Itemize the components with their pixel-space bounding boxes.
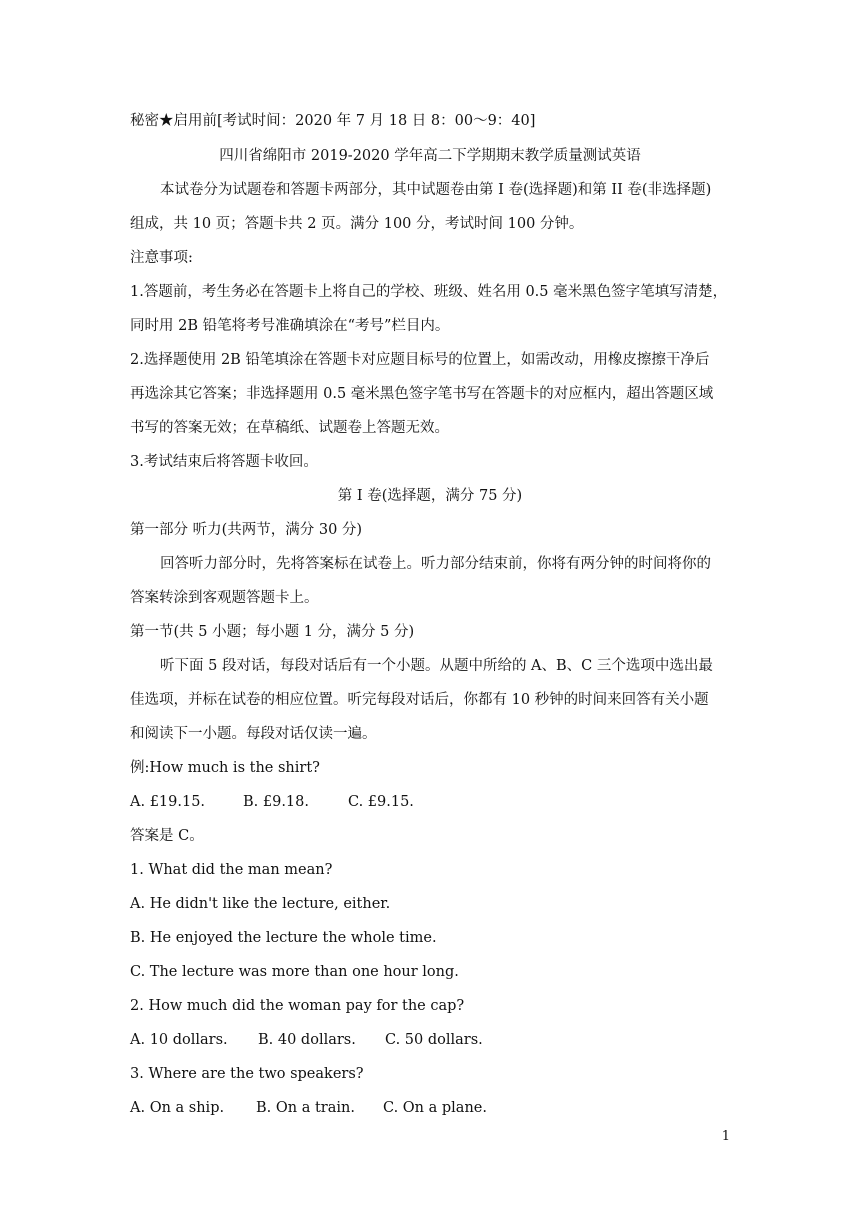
page-number: 1 [721,1129,730,1144]
note-1-line-1: 1.答题前，考生务必在答题卡上将自己的学校、班级、姓名用 0.5 毫米黑色签字笔填写清楚， [130,284,728,300]
section-1-desc-line-1: 听下面 5 段对话，每段对话后有一个小题。从题中所给的 A、B、C 三个选项中选出最 [160,658,713,674]
question-1-option-c: C. The lecture was more than one hour long. [130,964,459,980]
question-3: 3. Where are the two speakers? [130,1066,364,1082]
note-2-line-1: 2.选择题使用 2B 铅笔填涂在答题卡对应题目标号的位置上，如需改动，用橡皮擦擦干净后 [130,352,710,368]
intro-line-2: 组成，共 10 页；答题卡共 2 页。满分 100 分，考试时间 100 分钟。 [130,216,584,232]
question-2-option-a: A. 10 dollars. [130,1032,228,1048]
example-question: 例:How much is the shirt? [130,760,320,776]
note-2-line-2: 再选涂其它答案；非选择题用 0.5 毫米黑色签字笔书写在答题卡的对应框内，超出答题区域 [130,386,714,402]
question-3-options [130,1098,730,1118]
question-3-option-b: B. On a train. [256,1100,355,1116]
question-2-option-c: C. 50 dollars. [385,1032,483,1048]
part-1-desc-line-2: 答案转涂到客观题答题卡上。 [130,590,319,606]
confidential-header: 秘密★启用前[考试时间：2020 年 7 月 18 日 8：00～9：40] [130,113,536,129]
intro-line-1: 本试卷分为试题卷和答题卡两部分，其中试题卷由第 I 卷(选择题)和第 II 卷(非选择题) [160,182,712,198]
part-1-heading: 第一部分 听力(共两节，满分 30 分) [130,522,363,538]
example-option-c: C. £9.15. [348,794,414,810]
question-1-option-b: B. He enjoyed the lecture the whole time. [130,930,437,946]
section-1-heading: 第一节(共 5 小题；每小题 1 分，满分 5 分) [130,624,415,640]
example-options [130,792,730,812]
example-answer: 答案是 C。 [130,828,204,844]
volume-1-title: 第 I 卷(选择题，满分 75 分) [337,488,523,504]
question-3-option-a: A. On a ship. [130,1100,225,1116]
section-1-desc-line-3: 和阅读下一小题。每段对话仅读一遍。 [130,726,377,742]
question-2-options [130,1030,730,1050]
example-option-a: A. £19.15. [130,794,206,810]
note-1-line-2: 同时用 2B 铅笔将考号准确填涂在“考号”栏目内。 [130,318,450,334]
page-title: 四川省绵阳市 2019-2020 学年高二下学期期末教学质量测试英语 [219,148,641,164]
question-1-option-a: A. He didn't like the lecture, either. [130,896,391,912]
question-3-option-c: C. On a plane. [383,1100,487,1116]
question-2: 2. How much did the woman pay for the cap? [130,998,465,1014]
note-3: 3.考试结束后将答题卡收回。 [130,454,318,470]
question-2-option-b: B. 40 dollars. [258,1032,356,1048]
question-1: 1. What did the man mean? [130,862,333,878]
example-option-b: B. £9.18. [243,794,309,810]
notes-heading: 注意事项: [130,250,193,266]
section-1-desc-line-2: 佳选项，并标在试卷的相应位置。听完每段对话后，你都有 10 秒钟的时间来回答有关小题 [130,692,709,708]
note-2-line-3: 书写的答案无效；在草稿纸、试题卷上答题无效。 [130,420,449,436]
part-1-desc-line-1: 回答听力部分时，先将答案标在试卷上。听力部分结束前，你将有两分钟的时间将你的 [160,556,711,572]
